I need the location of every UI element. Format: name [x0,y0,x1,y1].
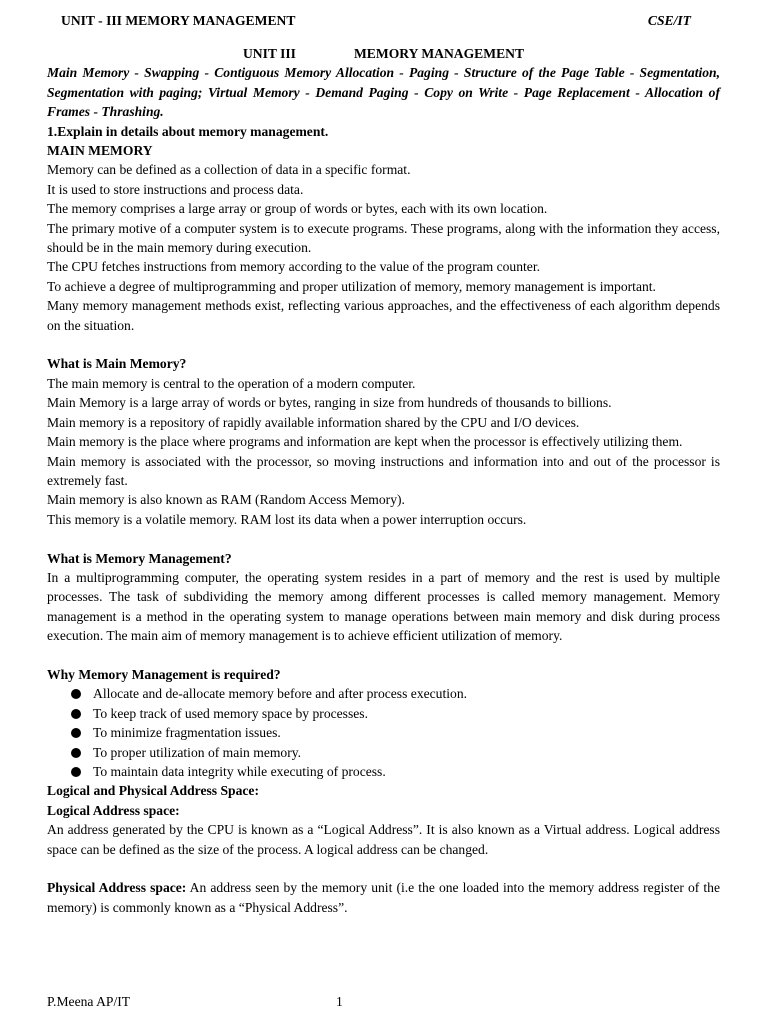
topics-list: Main Memory - Swapping - Contiguous Memory Allocation - Paging - Structure of the Page Table - Segmentation, Segmentation with paging; Virtual Memory - Demand Paging - Copy on Write - Page Replacement - Allocation of Frames - Thrashing. [47,65,720,120]
why-memory-management-heading: Why Memory Management is required? [47,666,281,682]
unit-label: UNIT III [242,46,296,61]
paragraph: Main memory is associated with the processor, so moving instructions and information into and out of the processor is extremely fast. [47,453,720,488]
paragraph: In a multiprogramming computer, the operating system resides in a part of memory and the rest is used by multiple processes. The task of subdividing the memory among different processes is called memory management. Memory management is a method in the operating system to manage operations between main memory and disk during process execution. The main aim of memory management is to achieve efficient utilization of memory. [47,569,720,644]
paragraph: The primary motive of a computer system is to execute programs. These programs, along with the information they access, should be in the main memory during execution. [47,220,720,256]
footer-author: P.Meena AP/IT [47,994,131,1009]
what-main-memory-heading: What is Main Memory? [47,356,187,372]
main-memory-heading: MAIN MEMORY [47,143,153,159]
document-body [47,44,720,917]
paragraph: To achieve a degree of multiprogramming and proper utilization of memory, memory management is important. [47,278,656,294]
logical-address-heading: Logical Address space: [47,802,180,818]
list-item: To minimize fragmentation issues. [71,723,720,742]
paragraph: The memory comprises a large array or group of words or bytes, each with its own location. [47,201,548,217]
bullet-icon [71,748,81,758]
list-item: To keep track of used memory space by processes. [71,704,720,723]
bullet-icon [71,709,81,719]
list-item: To maintain data integrity while executing of process. [71,762,720,781]
paragraph: Main Memory is a large array of words or bytes, ranging in size from hundreds of thousands to billions. [47,395,612,411]
bullet-icon [71,689,81,699]
physical-address-label: Physical Address space: [47,880,187,896]
header-department: CSE/IT [647,13,691,28]
paragraph: Main memory is the place where programs and information are kept when the processor is effectively utilizing them. [47,434,683,450]
what-memory-management-heading: What is Memory Management? [47,550,232,566]
paragraph: The CPU fetches instructions from memory according to the value of the program counter. [47,259,541,275]
paragraph: Main memory is a repository of rapidly available information shared by the CPU and I/O devices. [47,414,580,430]
unit-name: MEMORY MANAGEMENT [353,46,525,61]
list-item: To proper utilization of main memory. [71,743,720,762]
list-item: Allocate and de-allocate memory before and after process execution. [71,684,720,703]
physical-address-paragraph: Physical Address space: An address seen by the memory unit (i.e the one loaded into the memory address register of the memory) is commonly known as a “Physical Address”. [47,880,721,915]
bullet-icon [71,767,81,777]
bullet-icon [71,728,81,738]
address-space-heading: Logical and Physical Address Space: [47,783,259,799]
paragraph: This memory is a volatile memory. RAM lost its data when a power interruption occurs. [47,511,527,527]
question-heading: 1.Explain in details about memory management. [47,123,329,139]
header-unit-title: UNIT - III MEMORY MANAGEMENT [61,13,296,28]
paragraph: Memory can be defined as a collection of data in a specific format. [47,162,411,178]
requirements-list [47,684,720,781]
paragraph: The main memory is central to the operation of a modern computer. [47,375,416,391]
page-title [47,44,720,63]
paragraph: An address generated by the CPU is known as a “Logical Address”. It is also known as a Virtual address. Logical address space can be defined as the size of the process. A logical address can be changed. [47,822,720,857]
paragraph: Main memory is also known as RAM (Random Access Memory). [47,492,405,508]
page-footer [47,992,447,1011]
paragraph: Many memory management methods exist, reflecting various approaches, and the effectiveness of each algorithm depends on the situation. [47,298,720,333]
page-number: 1 [336,994,343,1009]
paragraph: It is used to store instructions and process data. [47,181,304,197]
